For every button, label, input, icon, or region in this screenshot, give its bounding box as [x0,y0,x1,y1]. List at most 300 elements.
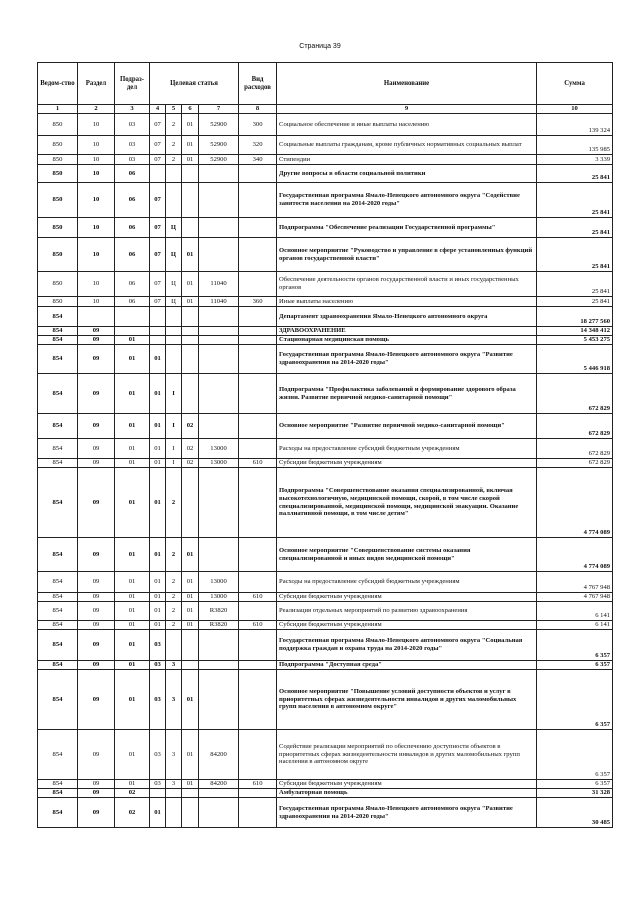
table-row [38,780,613,789]
sum-cell: 139 324 [537,114,613,136]
col-number: 5 [166,105,182,114]
name-cell: Другие вопросы в области социальной политики [277,165,537,183]
table-row [38,114,613,136]
name-cell: Государственная программа Ямало-Ненецкого автономного округа "Социальная поддержка граждан и охрана труда на 2014-2020 годы" [277,630,537,661]
razdel-cell: 10 [78,165,115,183]
podrazdel-cell: 03 [115,155,150,165]
vid-cell [239,439,277,459]
measure-cell: 01 [182,136,199,155]
vedomstvo-cell: 850 [38,218,78,238]
direction-cell [199,345,239,374]
subprogram-cell [166,789,182,798]
razdel-cell: 10 [78,218,115,238]
subprogram-cell [166,798,182,828]
table-row [38,218,613,238]
razdel-cell: 09 [78,670,115,730]
name-cell: Амбулаторная помощь [277,789,537,798]
podrazdel-cell: 01 [115,345,150,374]
subprogram-cell: Ц [166,272,182,297]
subprogram-cell: 2 [166,602,182,621]
vedomstvo-cell: 850 [38,238,78,272]
vid-cell: 610 [239,780,277,789]
program-cell: 03 [150,780,166,789]
measure-cell: 01 [182,538,199,572]
direction-cell: 52900 [199,136,239,155]
vedomstvo-cell: 854 [38,327,78,336]
subprogram-cell: 2 [166,593,182,602]
program-cell: 01 [150,414,166,439]
sum-cell: 4 767 948 [537,593,613,602]
table-row [38,336,613,345]
table-row [38,272,613,297]
razdel-cell: 09 [78,789,115,798]
subprogram-cell [166,327,182,336]
name-cell: Обеспечение деятельности органов государственной власти и иных государственных органов [277,272,537,297]
sum-cell: 6 357 [537,730,613,780]
podrazdel-cell: 01 [115,414,150,439]
vedomstvo-cell: 850 [38,272,78,297]
measure-cell [182,630,199,661]
header-target: Целевая статья [150,63,239,105]
measure-cell: 01 [182,114,199,136]
subprogram-cell [166,183,182,218]
program-cell [150,789,166,798]
vedomstvo-cell: 854 [38,789,78,798]
razdel-cell: 09 [78,538,115,572]
name-cell: Субсидии бюджетным учреждениям [277,780,537,789]
vedomstvo-cell: 854 [38,414,78,439]
subprogram-cell [166,307,182,327]
table-body [38,114,613,828]
table-row [38,307,613,327]
program-cell: 07 [150,272,166,297]
measure-cell: 02 [182,414,199,439]
measure-cell: 01 [182,572,199,593]
vid-cell [239,183,277,218]
vid-cell: 610 [239,459,277,468]
program-cell: 07 [150,218,166,238]
sum-cell: 25 841 [537,297,613,307]
col-number: 2 [78,105,115,114]
podrazdel-cell: 06 [115,297,150,307]
vid-cell [239,272,277,297]
direction-cell: 84200 [199,730,239,780]
table-row [38,459,613,468]
program-cell: 03 [150,630,166,661]
name-cell: Субсидии бюджетным учреждениям [277,593,537,602]
razdel-cell: 09 [78,593,115,602]
col-number: 8 [239,105,277,114]
measure-cell: 01 [182,730,199,780]
table-row [38,602,613,621]
vid-cell [239,572,277,593]
name-cell: Социальные выплаты гражданам, кроме публичных нормативных социальных выплат [277,136,537,155]
table-row [38,374,613,414]
direction-cell [199,468,239,538]
header-razdel: Раздел [78,63,115,105]
name-cell: Подпрограмма "Совершенствование оказания специализированной, включая высокотехнологичную, медицинской помощи, скорой, в том числе скорой специализированной, медицинской помощи, медицинской эвакуации. Оказание паллиативной помощи, в том числе детям" [277,468,537,538]
measure-cell [182,336,199,345]
vid-cell [239,218,277,238]
razdel-cell: 09 [78,602,115,621]
vid-cell [239,414,277,439]
vid-cell [239,798,277,828]
table-row [38,798,613,828]
measure-cell [182,661,199,670]
header-sum: Сумма [537,63,613,105]
podrazdel-cell: 01 [115,593,150,602]
podrazdel-cell: 01 [115,374,150,414]
table-row [38,789,613,798]
podrazdel-cell: 01 [115,336,150,345]
sum-cell: 5 453 275 [537,336,613,345]
direction-cell: 84200 [199,780,239,789]
subprogram-cell: I [166,374,182,414]
subprogram-cell: 3 [166,780,182,789]
direction-cell [199,183,239,218]
razdel-cell: 10 [78,183,115,218]
col-number: 10 [537,105,613,114]
subprogram-cell: 2 [166,621,182,630]
vedomstvo-cell: 850 [38,165,78,183]
sum-cell: 6 357 [537,670,613,730]
vid-cell [239,238,277,272]
direction-cell: 13000 [199,593,239,602]
podrazdel-cell [115,327,150,336]
direction-cell: 52900 [199,155,239,165]
program-cell: 01 [150,602,166,621]
subprogram-cell: 2 [166,136,182,155]
sum-cell: 4 767 948 [537,572,613,593]
direction-cell [199,789,239,798]
program-cell: 01 [150,459,166,468]
col-number: 1 [38,105,78,114]
podrazdel-cell: 01 [115,661,150,670]
subprogram-cell [166,165,182,183]
name-cell: Содействие реализации мероприятий по обеспечению доступности объектов в приоритетных сферах жизнедеятельности инвалидов и других маломобильных групп населения в автономном округе [277,730,537,780]
vedomstvo-cell: 854 [38,621,78,630]
measure-cell: 01 [182,602,199,621]
sum-cell: 25 841 [537,218,613,238]
vid-cell: 360 [239,297,277,307]
vedomstvo-cell: 854 [38,780,78,789]
razdel-cell: 09 [78,414,115,439]
sum-cell: 672 829 [537,374,613,414]
vid-cell: 610 [239,621,277,630]
program-cell: 01 [150,439,166,459]
vedomstvo-cell: 854 [38,307,78,327]
subprogram-cell: 2 [166,114,182,136]
vedomstvo-cell: 854 [38,730,78,780]
table-row [38,165,613,183]
vedomstvo-cell: 854 [38,439,78,459]
vedomstvo-cell: 854 [38,374,78,414]
budget-table [37,62,613,828]
direction-cell [199,374,239,414]
podrazdel-cell: 01 [115,459,150,468]
vedomstvo-cell: 850 [38,155,78,165]
name-cell: Расходы на предоставление субсидий бюджетным учреждениям [277,572,537,593]
program-cell: 07 [150,183,166,218]
vedomstvo-cell: 854 [38,572,78,593]
sum-cell: 31 328 [537,789,613,798]
col-number: 4 [150,105,166,114]
podrazdel-cell: 06 [115,238,150,272]
measure-cell: 01 [182,621,199,630]
header-row [38,63,613,105]
sum-cell: 14 348 412 [537,327,613,336]
direction-cell [199,661,239,670]
name-cell: Государственная программа Ямало-Ненецкого автономного округа "Развитие здравоохранения на 2014-2020 годы" [277,798,537,828]
vedomstvo-cell: 854 [38,538,78,572]
podrazdel-cell: 06 [115,165,150,183]
name-cell: Основное мероприятие "Развитие первичной медико-санитарной помощи" [277,414,537,439]
direction-cell [199,630,239,661]
vid-cell [239,538,277,572]
column-number-row [38,105,613,114]
podrazdel-cell: 01 [115,730,150,780]
direction-cell [199,414,239,439]
podrazdel-cell: 06 [115,272,150,297]
subprogram-cell: I [166,459,182,468]
vedomstvo-cell: 854 [38,630,78,661]
vid-cell [239,730,277,780]
vid-cell: 300 [239,114,277,136]
podrazdel-cell: 02 [115,789,150,798]
razdel-cell: 10 [78,297,115,307]
vid-cell [239,374,277,414]
razdel-cell [78,307,115,327]
sum-cell: 672 829 [537,459,613,468]
header-name: Наименование [277,63,537,105]
sum-cell: 25 841 [537,272,613,297]
table-row [38,661,613,670]
name-cell: Государственная программа Ямало-Ненецкого автономного округа "Содействие занятости населения на 2014-2020 годы" [277,183,537,218]
razdel-cell: 09 [78,439,115,459]
program-cell [150,327,166,336]
name-cell: Департамент здравоохранения Ямало-Ненецкого автономного округа [277,307,537,327]
name-cell: Основное мероприятие "Повышение условий доступности объектов и услуг в приоритетных сферах жизнедеятельности инвалидов и других маломобильных групп населения в автономном округе" [277,670,537,730]
measure-cell [182,345,199,374]
vedomstvo-cell: 854 [38,670,78,730]
table-row [38,630,613,661]
subprogram-cell: I [166,414,182,439]
measure-cell [182,798,199,828]
vedomstvo-cell: 854 [38,593,78,602]
razdel-cell: 10 [78,272,115,297]
subprogram-cell: 3 [166,661,182,670]
measure-cell [182,468,199,538]
direction-cell [199,538,239,572]
podrazdel-cell: 03 [115,114,150,136]
table-row [38,414,613,439]
table-row [38,593,613,602]
program-cell: 01 [150,538,166,572]
direction-cell: 13000 [199,572,239,593]
vid-cell [239,336,277,345]
razdel-cell: 09 [78,468,115,538]
measure-cell: 01 [182,593,199,602]
sum-cell: 6 357 [537,630,613,661]
vedomstvo-cell: 850 [38,136,78,155]
subprogram-cell [166,630,182,661]
subprogram-cell: 2 [166,155,182,165]
vid-cell [239,345,277,374]
program-cell: 01 [150,374,166,414]
header-vedomstvo: Ведом-ство [38,63,78,105]
sum-cell: 6 357 [537,780,613,789]
direction-cell: 11040 [199,297,239,307]
direction-cell [199,165,239,183]
vid-cell [239,670,277,730]
razdel-cell: 09 [78,798,115,828]
podrazdel-cell: 01 [115,630,150,661]
name-cell: Стипендии [277,155,537,165]
name-cell: Подпрограмма "Доступная среда" [277,661,537,670]
table-row [38,183,613,218]
razdel-cell: 10 [78,114,115,136]
sum-cell: 30 485 [537,798,613,828]
razdel-cell: 10 [78,238,115,272]
direction-cell [199,798,239,828]
program-cell: 03 [150,670,166,730]
table-row [38,621,613,630]
podrazdel-cell: 02 [115,798,150,828]
col-number: 7 [199,105,239,114]
table-row [38,345,613,374]
program-cell: 01 [150,621,166,630]
subprogram-cell: Ц [166,297,182,307]
subprogram-cell: 2 [166,572,182,593]
name-cell: Государственная программа Ямало-Ненецкого автономного округа "Развитие здравоохранения на 2014-2020 годы" [277,345,537,374]
measure-cell [182,307,199,327]
subprogram-cell: 3 [166,670,182,730]
direction-cell: 13000 [199,459,239,468]
header-podrazdel: Подраз-дел [115,63,150,105]
razdel-cell: 09 [78,621,115,630]
direction-cell [199,238,239,272]
vedomstvo-cell: 850 [38,114,78,136]
podrazdel-cell [115,307,150,327]
col-number: 9 [277,105,537,114]
name-cell: Реализация отдельных мероприятий по развитию здравоохранения [277,602,537,621]
razdel-cell: 09 [78,374,115,414]
table-row [38,238,613,272]
podrazdel-cell: 01 [115,572,150,593]
name-cell: Стационарная медицинская помощь [277,336,537,345]
vedomstvo-cell: 854 [38,345,78,374]
measure-cell: 01 [182,297,199,307]
subprogram-cell: 3 [166,730,182,780]
vid-cell: 610 [239,593,277,602]
razdel-cell: 10 [78,136,115,155]
vedomstvo-cell: 854 [38,468,78,538]
measure-cell: 01 [182,155,199,165]
sum-cell: 6 357 [537,661,613,670]
razdel-cell: 09 [78,572,115,593]
program-cell: 07 [150,297,166,307]
measure-cell: 01 [182,780,199,789]
name-cell: Иные выплаты населению [277,297,537,307]
vedomstvo-cell: 854 [38,798,78,828]
name-cell: Расходы на предоставление субсидий бюджетным учреждениям [277,439,537,459]
table-row [38,468,613,538]
subprogram-cell: 2 [166,468,182,538]
razdel-cell: 09 [78,459,115,468]
sum-cell: 3 339 [537,155,613,165]
vid-cell [239,327,277,336]
col-number: 3 [115,105,150,114]
direction-cell [199,336,239,345]
vid-cell [239,165,277,183]
sum-cell: 672 829 [537,414,613,439]
podrazdel-cell: 03 [115,136,150,155]
podrazdel-cell: 01 [115,621,150,630]
name-cell: ЗДРАВООХРАНЕНИЕ [277,327,537,336]
direction-cell: 52900 [199,114,239,136]
subprogram-cell: 2 [166,538,182,572]
name-cell: Основное мероприятие "Совершенствование системы оказания специализированной и иных видов медицинской помощи" [277,538,537,572]
program-cell: 01 [150,572,166,593]
col-number: 6 [182,105,199,114]
program-cell: 01 [150,345,166,374]
name-cell: Подпрограмма "Обеспечение реализации Государственной программы" [277,218,537,238]
program-cell: 07 [150,155,166,165]
sum-cell: 5 446 918 [537,345,613,374]
measure-cell: 02 [182,459,199,468]
program-cell: 03 [150,730,166,780]
razdel-cell: 09 [78,327,115,336]
table-row [38,136,613,155]
header-vid: Вид расходов [239,63,277,105]
direction-cell: R3820 [199,602,239,621]
razdel-cell: 09 [78,730,115,780]
table-row [38,155,613,165]
sum-cell: 135 985 [537,136,613,155]
vid-cell: 340 [239,155,277,165]
name-cell: Подпрограмма "Профилактика заболеваний и формирование здорового образа жизни. Развитие первичной медико-санитарной помощи" [277,374,537,414]
measure-cell [182,218,199,238]
subprogram-cell: Ц [166,218,182,238]
sum-cell: 25 841 [537,165,613,183]
vid-cell [239,602,277,621]
vedomstvo-cell: 854 [38,336,78,345]
name-cell: Социальное обеспечение и иные выплаты населению [277,114,537,136]
sum-cell: 18 277 560 [537,307,613,327]
measure-cell [182,183,199,218]
measure-cell: 01 [182,670,199,730]
sum-cell: 25 841 [537,183,613,218]
podrazdel-cell: 01 [115,468,150,538]
vid-cell [239,630,277,661]
program-cell: 01 [150,798,166,828]
page-label: Страница 39 [299,43,341,50]
razdel-cell: 10 [78,155,115,165]
vid-cell [239,789,277,798]
table-row [38,297,613,307]
vid-cell [239,468,277,538]
measure-cell [182,165,199,183]
sum-cell: 25 841 [537,238,613,272]
program-cell: 01 [150,468,166,538]
vid-cell [239,307,277,327]
direction-cell [199,327,239,336]
measure-cell: 01 [182,272,199,297]
table-row [38,538,613,572]
program-cell: 01 [150,593,166,602]
podrazdel-cell: 01 [115,670,150,730]
program-cell: 03 [150,661,166,670]
